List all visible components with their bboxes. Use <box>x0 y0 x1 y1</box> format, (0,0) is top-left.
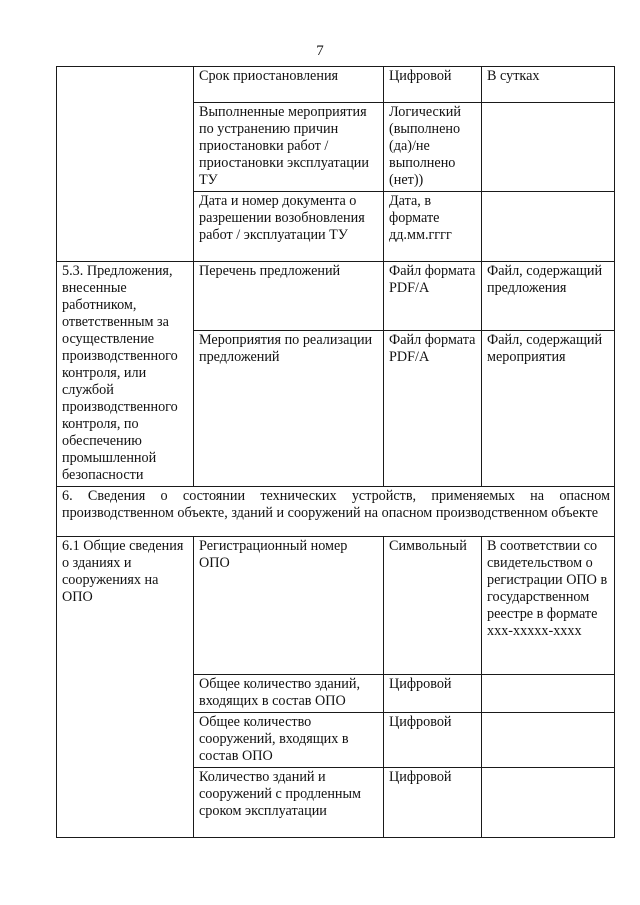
table-row <box>57 262 615 331</box>
field-note <box>482 192 615 262</box>
field-note <box>482 675 615 713</box>
field-note: Файл, содержащий предложения <box>482 262 615 331</box>
field-note: В соответствии со свидетельством о регистрации ОПО в государственном реестре в формате ххх-ххххх-хххх <box>482 537 615 675</box>
field-type: Символьный <box>384 537 482 675</box>
field-type: Цифровой <box>384 67 482 103</box>
field-note <box>482 103 615 192</box>
field-type: Цифровой <box>384 713 482 768</box>
field-name: Перечень предложений <box>194 262 384 331</box>
section-title-5-3: 5.3. Предложения, внесенные работником, ответственным за осуществление производственного контроля, или службой производственного контроля, по обеспечению промышленной безопасности <box>57 262 194 487</box>
field-type: Цифровой <box>384 768 482 838</box>
field-note: Файл, содержащий мероприятия <box>482 330 615 486</box>
field-name: Дата и номер документа о разрешении возобновления работ / эксплуатации ТУ <box>194 192 384 262</box>
field-name: Общее количество сооружений, входящих в состав ОПО <box>194 713 384 768</box>
field-type: Цифровой <box>384 675 482 713</box>
field-name: Общее количество зданий, входящих в состав ОПО <box>194 675 384 713</box>
section-cell-empty <box>57 67 194 262</box>
field-name: Выполненные мероприятия по устранению причин приостановки работ / приостановки эксплуатации ТУ <box>194 103 384 192</box>
field-note <box>482 768 615 838</box>
field-name: Мероприятия по реализации предложений <box>194 330 384 486</box>
field-name: Количество зданий и сооружений с продленным сроком эксплуатации <box>194 768 384 838</box>
field-type: Логический (выполнено (да)/не выполнено (нет)) <box>384 103 482 192</box>
field-type: Файл формата PDF/A <box>384 330 482 486</box>
field-note <box>482 713 615 768</box>
page-number: 7 <box>316 43 324 59</box>
table-row <box>57 537 615 675</box>
section-header-6: 6. Сведения о состоянии технических устройств, применяемых на опасном производственном объекте, зданий и сооружений на опасном производственном объекте <box>57 487 615 537</box>
section-title-6-1: 6.1 Общие сведения о зданиях и сооружениях на ОПО <box>57 537 194 838</box>
table-row <box>57 487 615 537</box>
requirements-table <box>56 66 615 838</box>
field-type: Дата, в формате дд.мм.гггг <box>384 192 482 262</box>
field-name: Срок приостановления <box>194 67 384 103</box>
field-type: Файл формата PDF/A <box>384 262 482 331</box>
table-row <box>57 67 615 103</box>
field-note: В сутках <box>482 67 615 103</box>
field-name: Регистрационный номер ОПО <box>194 537 384 675</box>
